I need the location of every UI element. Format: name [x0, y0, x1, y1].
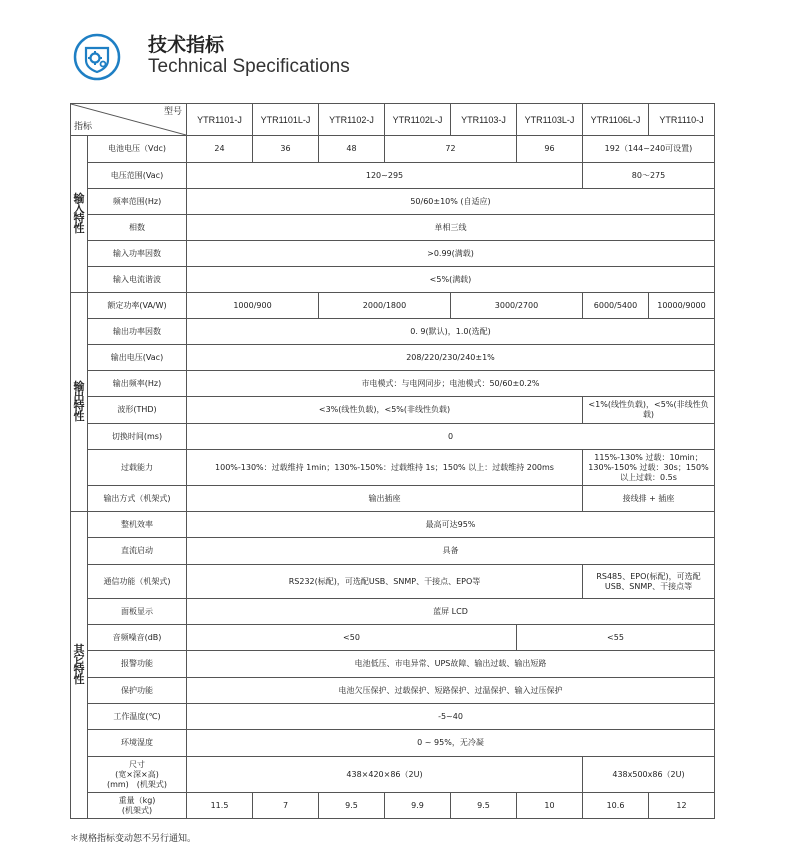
- table-row: [71, 189, 715, 215]
- param-label: 切换时间(ms): [88, 424, 187, 450]
- param-label: [88, 757, 187, 793]
- weight-label-line: 重量（kg): [118, 795, 156, 805]
- table-row: [71, 293, 715, 319]
- value-cell: 具备: [187, 538, 715, 565]
- value-cell: 12: [649, 793, 715, 819]
- table-row: [71, 730, 715, 757]
- value-cell: 2000/1800: [319, 293, 451, 319]
- table-row: [71, 538, 715, 565]
- value-cell: 11.5: [187, 793, 253, 819]
- value-cell: >0.99(满载): [187, 241, 715, 267]
- table-row: [71, 424, 715, 450]
- dimension-label-line: (mm) (机架式): [106, 779, 168, 789]
- table-row: [71, 267, 715, 293]
- value-cell: <50: [187, 625, 517, 651]
- model-header: YTR1103L-J: [517, 104, 583, 136]
- model-header: YTR1101-J: [187, 104, 253, 136]
- group-label-output: 输出特性: [71, 293, 88, 512]
- value-cell: 7: [253, 793, 319, 819]
- model-header: YTR1103-J: [451, 104, 517, 136]
- value-cell: <55: [517, 625, 715, 651]
- param-label: 输出电压(Vac): [88, 345, 187, 371]
- corner-model-label: 型号: [163, 107, 182, 117]
- param-label: [88, 793, 187, 819]
- param-label: 输入功率因数: [88, 241, 187, 267]
- value-cell: 438x500x86（2U): [583, 757, 715, 793]
- value-cell: 10000/9000: [649, 293, 715, 319]
- table-row: [71, 512, 715, 538]
- value-cell: 36: [253, 136, 319, 163]
- table-row: [71, 397, 715, 424]
- table-row: [71, 625, 715, 651]
- value-cell: 电池低压、市电异常、UPS故障、输出过载、输出短路: [187, 651, 715, 678]
- page-subtitle: Technical Specifications: [148, 56, 350, 77]
- param-label: 相数: [88, 215, 187, 241]
- table-row: [71, 241, 715, 267]
- corner-index-label: 指标: [74, 122, 93, 132]
- value-cell: 市电模式：与电网同步；电池模式：50/60±0.2%: [187, 371, 715, 397]
- param-label: 额定功率(VA/W): [88, 293, 187, 319]
- param-label: 整机效率: [88, 512, 187, 538]
- value-cell: 50/60±10% (自适应): [187, 189, 715, 215]
- param-label: 输出频率(Hz): [88, 371, 187, 397]
- value-cell: 输出插座: [187, 486, 583, 512]
- param-label: 电压范围(Vac): [88, 163, 187, 189]
- value-cell: RS485、EPO(标配)，可选配USB、SNMP、干接点等: [583, 565, 715, 599]
- dimension-label-line: 尺寸: [129, 759, 145, 769]
- value-cell: 80～275: [583, 163, 715, 189]
- weight-label-line: (机架式): [121, 805, 153, 815]
- table-row: [71, 757, 715, 793]
- param-label: 输出功率因数: [88, 319, 187, 345]
- value-cell: RS232(标配)，可选配USB、SNMP、干接点、EPO等: [187, 565, 583, 599]
- footnote: ＊规格指标变动恕不另行通知。: [70, 834, 197, 844]
- value-cell: 438×420×86（2U): [187, 757, 583, 793]
- param-label: 输入电流谐波: [88, 267, 187, 293]
- value-cell: 9.5: [451, 793, 517, 819]
- table-row: [71, 486, 715, 512]
- table-row: [71, 704, 715, 730]
- dimension-label-line: (宽×深×高): [115, 769, 159, 779]
- table-row: [71, 450, 715, 486]
- table-row: [71, 319, 715, 345]
- param-label: 通信功能（机架式): [88, 565, 187, 599]
- value-cell: <3%(线性负载)，<5%(非线性负载): [187, 397, 583, 424]
- value-cell: <5%(满载): [187, 267, 715, 293]
- table-row: [71, 136, 715, 163]
- gear-shield-icon: [72, 32, 122, 82]
- model-header: YTR1106L-J: [583, 104, 649, 136]
- value-cell: 120~295: [187, 163, 583, 189]
- value-cell: 9.5: [319, 793, 385, 819]
- param-label: 报警功能: [88, 651, 187, 678]
- value-cell: 1000/900: [187, 293, 319, 319]
- value-cell: 3000/2700: [451, 293, 583, 319]
- param-label: 面板显示: [88, 599, 187, 625]
- value-cell: 24: [187, 136, 253, 163]
- model-header: YTR1110-J: [649, 104, 715, 136]
- value-cell: 0 ~ 95%，无冷凝: [187, 730, 715, 757]
- value-cell: 0. 9(默认)，1.0(选配): [187, 319, 715, 345]
- table-row: [71, 215, 715, 241]
- table-row: [71, 345, 715, 371]
- value-cell: 电池欠压保护、过载保护、短路保护、过温保护、输入过压保护: [187, 678, 715, 704]
- value-cell: 96: [517, 136, 583, 163]
- param-label: 波形(THD): [88, 397, 187, 424]
- group-label-input: 输入特性: [71, 136, 88, 293]
- value-cell: 最高可达95%: [187, 512, 715, 538]
- corner-cell: [71, 104, 187, 136]
- table-row: [71, 678, 715, 704]
- spec-table: [70, 103, 715, 819]
- value-cell: -5~40: [187, 704, 715, 730]
- param-label: 电池电压（Vdc): [88, 136, 187, 163]
- value-cell: 192（144~240可设置): [583, 136, 715, 163]
- value-cell: 100%-130%：过载维持 1min；130%-150%：过载维持 1s；150% 以上：过载维持 200ms: [187, 450, 583, 486]
- value-cell: 单相三线: [187, 215, 715, 241]
- value-cell: 10: [517, 793, 583, 819]
- model-header: YTR1102-J: [319, 104, 385, 136]
- table-row: [71, 599, 715, 625]
- table-row: [71, 163, 715, 189]
- value-cell: 9.9: [385, 793, 451, 819]
- param-label: 保护功能: [88, 678, 187, 704]
- param-label: 环境湿度: [88, 730, 187, 757]
- value-cell: 208/220/230/240±1%: [187, 345, 715, 371]
- param-label: 频率范围(Hz): [88, 189, 187, 215]
- value-cell: 蓝屏 LCD: [187, 599, 715, 625]
- param-label: 输出方式（机架式): [88, 486, 187, 512]
- param-label: 直流启动: [88, 538, 187, 565]
- value-cell: 6000/5400: [583, 293, 649, 319]
- model-header-row: [71, 104, 715, 136]
- value-cell: 115%-130% 过载：10min；130%-150% 过载：30s；150% 以上过载：0.5s: [583, 450, 715, 486]
- value-cell: 10.6: [583, 793, 649, 819]
- param-label: 音频噪音(dB): [88, 625, 187, 651]
- table-row: [71, 565, 715, 599]
- model-header: YTR1102L-J: [385, 104, 451, 136]
- value-cell: <1%(线性负载)，<5%(非线性负载): [583, 397, 715, 424]
- table-row: [71, 651, 715, 678]
- group-label-other: 其它特性: [71, 512, 88, 819]
- value-cell: 0: [187, 424, 715, 450]
- page-title: 技术指标: [148, 34, 225, 56]
- value-cell: 72: [385, 136, 517, 163]
- table-row: [71, 793, 715, 819]
- param-label: 过载能力: [88, 450, 187, 486]
- value-cell: 48: [319, 136, 385, 163]
- model-header: YTR1101L-J: [253, 104, 319, 136]
- value-cell: 接线排 + 插座: [583, 486, 715, 512]
- table-row: [71, 371, 715, 397]
- param-label: 工作温度(℃): [88, 704, 187, 730]
